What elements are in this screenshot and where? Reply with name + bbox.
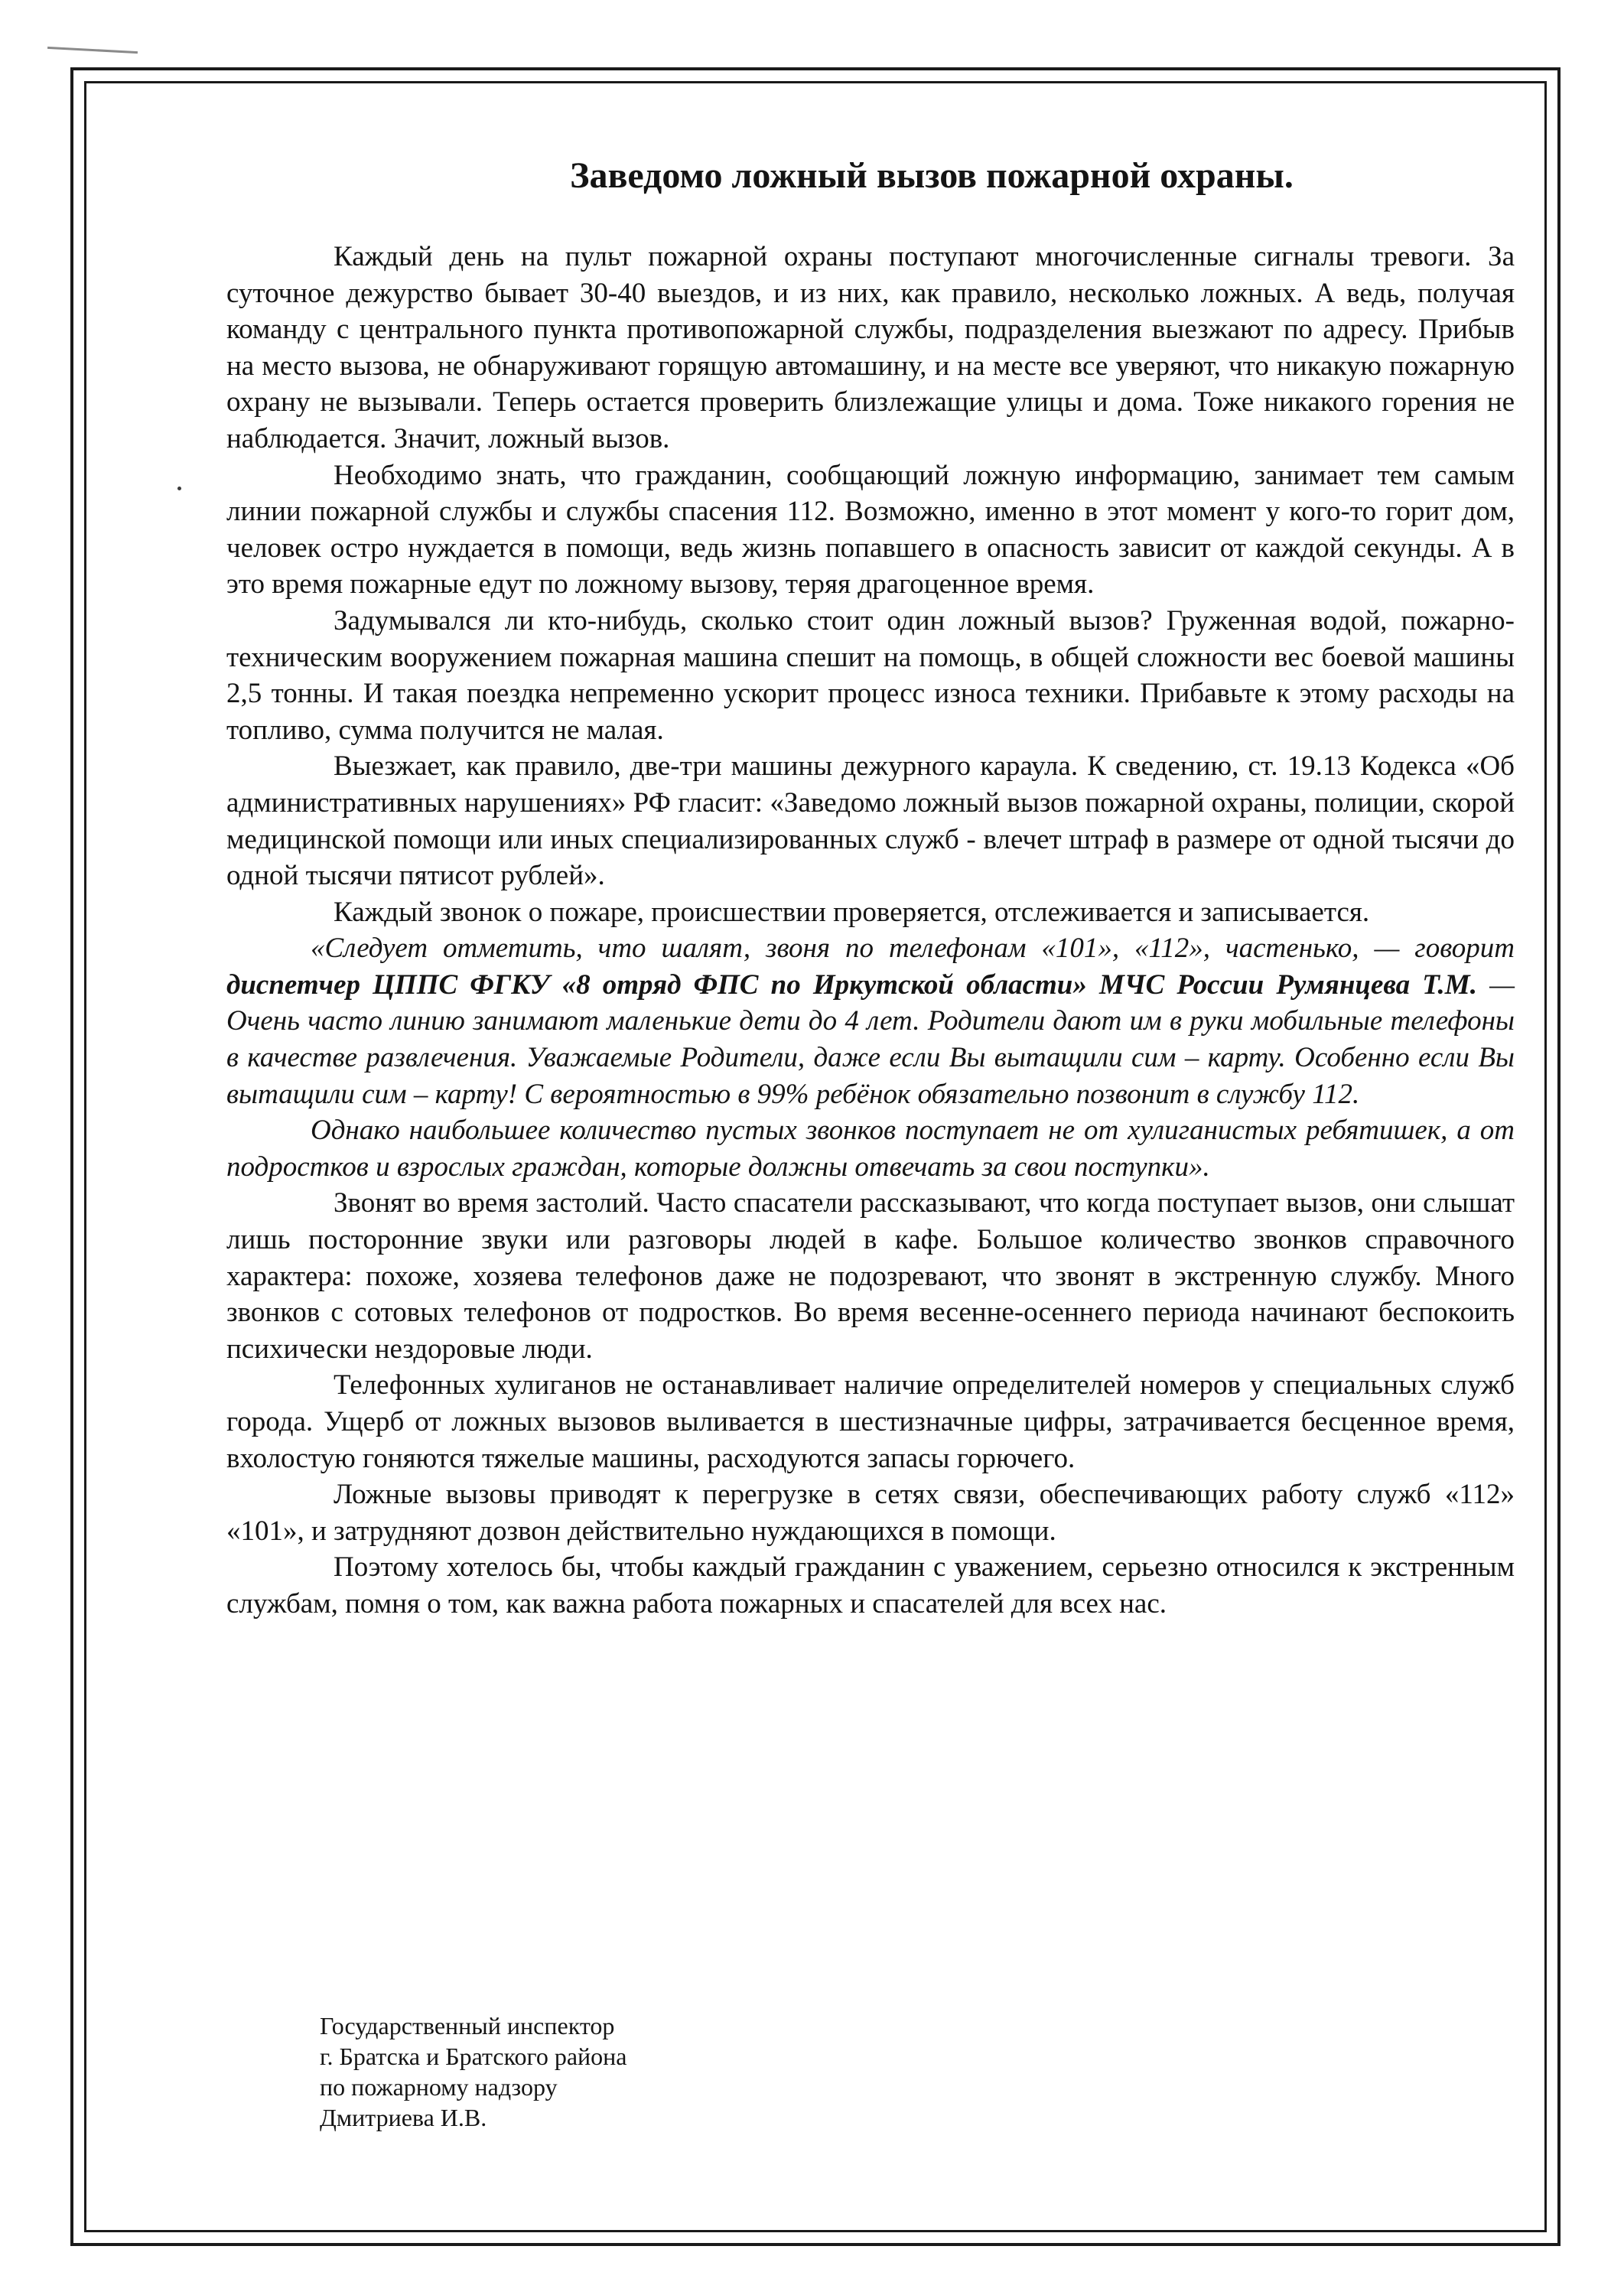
quote-end: — Очень часто линию занимают маленькие дети до 4 лет. Родители дают им в руки мобильные телефоны в качестве развлечения. Уважаемые Родители, даже если Вы вытащили сим – карту. Особенно если Вы вытащили сим – карту! С вероятностью в 99% ребёнок обязательно позвонит в службу 112. bbox=[226, 968, 1515, 1110]
paragraph-4: Выезжает, как правило, две-три машины дежурного караула. К сведению, ст. 19.13 Кодекса «Об административных нарушениях» РФ гласит: «Заведомо ложный вызов пожарной охраны, полиции, скорой медицинской помощи или иных специализированных служб - влечет штраф в размере от одной тысячи до одной тысячи пятисот рублей». bbox=[226, 750, 1515, 892]
document-title: Заведомо ложный вызов пожарной охраны. bbox=[570, 155, 1294, 196]
signature-name: Дмитриева И.В. bbox=[320, 2104, 487, 2131]
paragraph-9: Телефонных хулиганов не останавливает наличие определителей номеров у специальных служб города. Ущерб от ложных вызовов выливается в шестизначные цифры, затрачивается бесценное время, вхолостую гоняются тяжелые машины, расходуются запасы горючего. bbox=[226, 1369, 1515, 1474]
paragraph-5: Каждый звонок о пожаре, происшествии проверяется, отслеживается и записывается. bbox=[334, 896, 1370, 928]
paragraph-10: Ложные вызовы приводят к перегрузке в сетях связи, обеспечивающих работу служб «112» «101», и затрудняют дозвон действительно нуждающихся в помощи. bbox=[226, 1479, 1515, 1547]
quote-paragraph-2: Однако наибольшее количество пустых звонков поступает не от хулиганистых ребятишек, а от подростков и взрослых граждан, которые должны отвечать за свои поступки». bbox=[226, 1115, 1515, 1183]
signature-jurisdiction: г. Братска и Братского района bbox=[320, 2043, 627, 2070]
signature-position: Государственный инспектор bbox=[320, 2012, 615, 2039]
quote-start: «Следует отметить, что шалят, звоня по телефонам «101», «112», частенько, — говорит bbox=[311, 933, 1515, 965]
signature-block bbox=[320, 2010, 626, 2133]
paragraph-11: Поэтому хотелось бы, чтобы каждый гражданин с уважением, серьезно относился к экстренным службам, помня о том, как важна работа пожарных и спасателей для всех нас. bbox=[226, 1551, 1515, 1620]
paragraph-1: Каждый день на пульт пожарной охраны поступают многочисленные сигналы тревоги. За суточное дежурство бывает 30-40 выездов, и из них, как правило, несколько ложных. А ведь, получая команду с центрального пункта противопожарной службы, подразделения выезжают по адресу. Прибыв на место вызова, не обнаруживают горящую автомашину, и на месте все уверяют, что никакую пожарную охрану не вызывали. Теперь остается проверить близлежащие улицы и дома. Тоже никакого горения не наблюдается. Значит, ложный вызов. bbox=[226, 241, 1515, 454]
quote-speaker: диспетчер ЦППС ФГКУ «8 отряд ФПС по Иркутской области» МЧС России Румянцева Т.М. bbox=[226, 968, 1477, 1001]
paragraph-2: Необходимо знать, что гражданин, сообщающий ложную информацию, занимает тем самым линии пожарной службы и службы спасения 112. Возможно, именно в этот момент у кого-то горит дом, человек остро нуждается в помощи, ведь жизнь попавшего в опасность зависит от каждой секунды. А в это время пожарные едут по ложному вызову, теряя драгоценное время. bbox=[226, 459, 1515, 601]
paragraph-3: Задумывался ли кто-нибудь, сколько стоит один ложный вызов? Груженная водой, пожарно-техническим вооружением пожарная машина спешит на помощь, в общей сложности вес боевой машины 2,5 тонны. И такая поездка непременно ускорит процесс износа техники. Прибавьте к этому расходы на топливо, сумма получится не малая. bbox=[226, 604, 1515, 746]
paragraph-8: Звонят во время застолий. Часто спасатели рассказывают, что когда поступает вызов, они слышат лишь посторонние звуки или разговоры людей в кафе. Большое количество звонков справочного характера: похоже, хозяева телефонов даже не подозревают, что звонят в экстренную службу. Много звонков с сотовых телефонов от подростков. Во время весенне-осеннего периода начинают беспокоить психически нездоровые люди. bbox=[226, 1187, 1515, 1365]
signature-department: по пожарному надзору bbox=[320, 2073, 558, 2101]
document-body bbox=[226, 153, 1515, 1623]
quote-paragraph bbox=[226, 930, 1515, 1112]
scan-staple-mark bbox=[47, 47, 138, 54]
